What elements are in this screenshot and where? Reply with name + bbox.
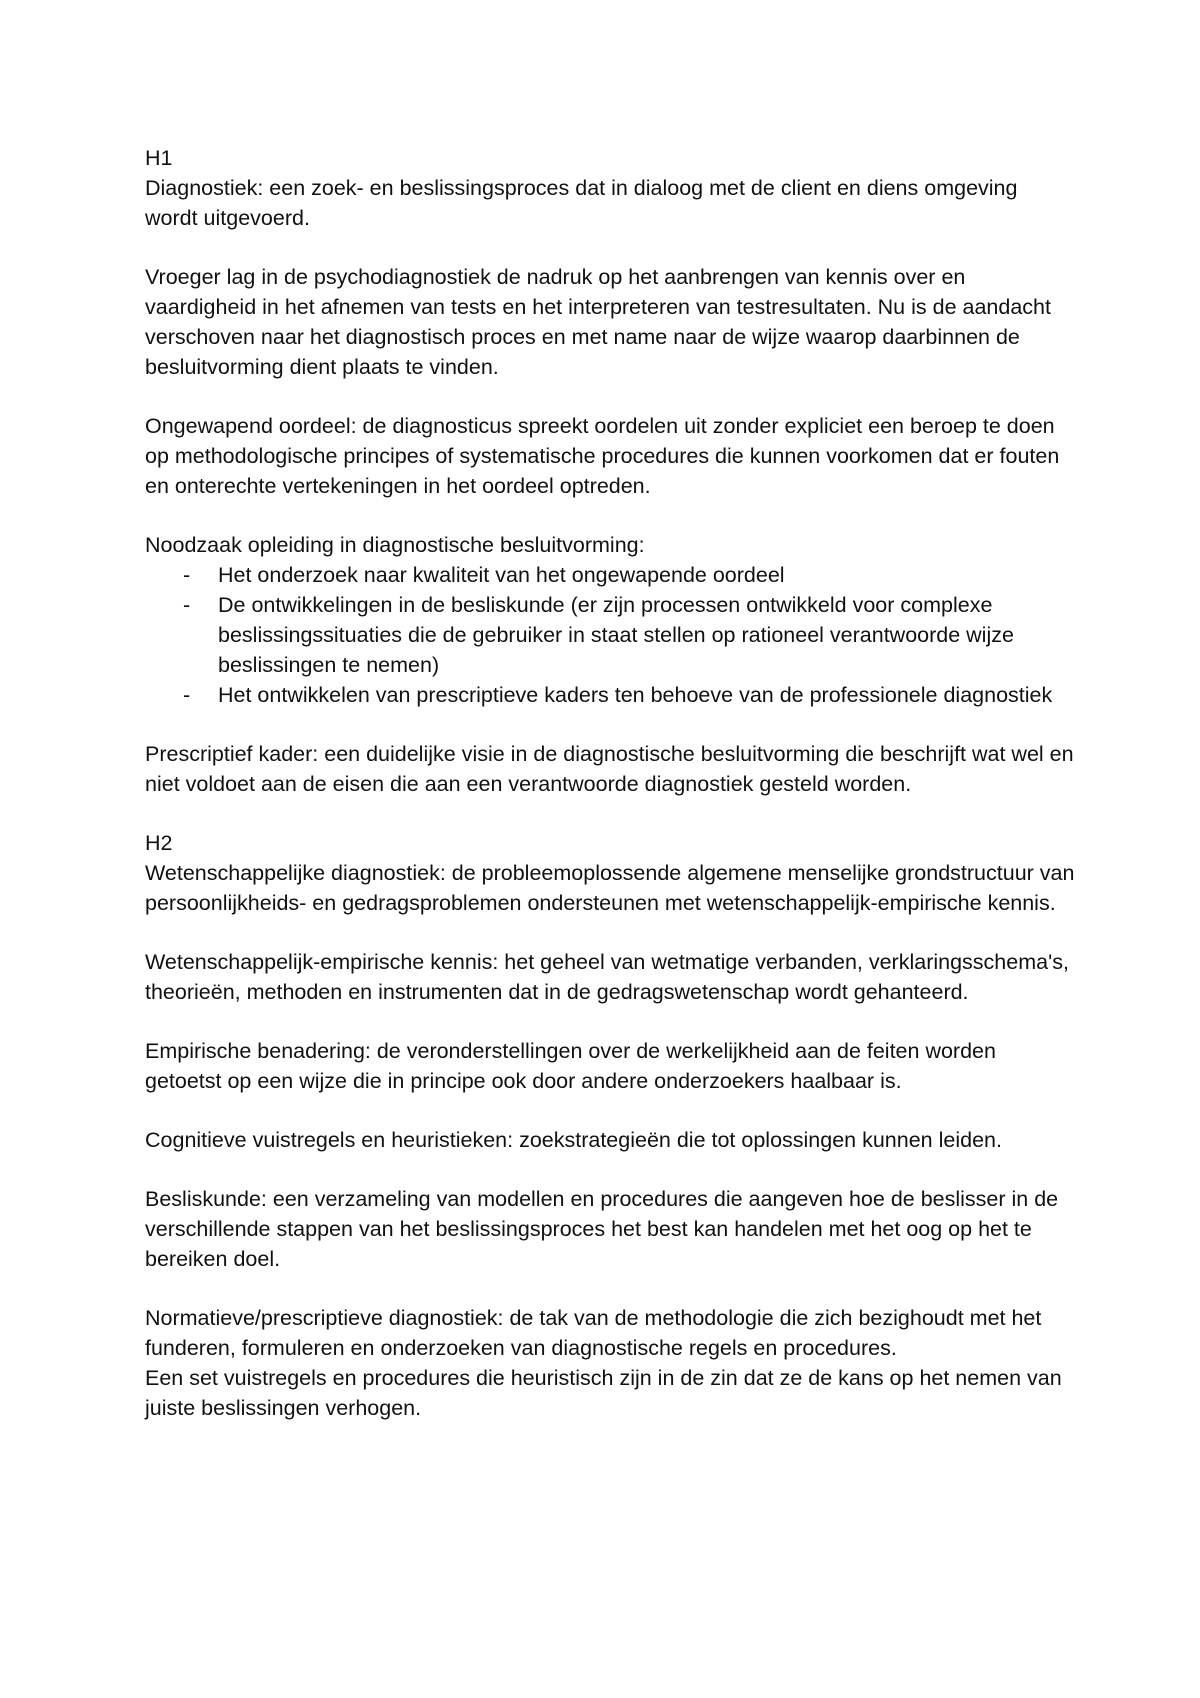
list-dash-marker: - [183, 593, 191, 617]
definition-cognitieve-vuistregels: Cognitieve vuistregels en heuristieken: zoekstrategieën die tot oplossingen kunnen leiden. [145, 1128, 1002, 1152]
definition-normatieve-diagnostiek: Normatieve/prescriptieve diagnostiek: de tak van de methodologie die zich bezighoudt met het funderen, formuleren en onderzoeken van diagnostische regels en procedures. [145, 1306, 1042, 1360]
definition-normatieve-vervolg: Een set vuistregels en procedures die heuristisch zijn in de zin dat ze de kans op het nemen van juiste beslissingen verhogen. [145, 1366, 1062, 1420]
list-item [145, 560, 1075, 590]
list-dash-marker: - [183, 563, 191, 587]
paragraph-gap [145, 501, 1075, 530]
definition-wetenschappelijk-empirische-kennis: Wetenschappelijk-empirische kennis: het geheel van wetmatige verbanden, verklaringsschema's, theorieën, methoden en instrumenten dat in de gedragswetenschap wordt gehanteerd. [145, 950, 1069, 1004]
paragraph-gap [145, 233, 1075, 262]
paragraph-gap [145, 1007, 1075, 1036]
definition-prescriptief-kader: Prescriptief kader: een duidelijke visie in de diagnostische besluitvorming die beschrijft wat wel en niet voldoet aan de eisen die aan een verantwoorde diagnostiek gesteld worden. [145, 742, 1074, 796]
paragraph-gap [145, 918, 1075, 947]
paragraph-gap [145, 710, 1075, 739]
paragraph-vroeger: Vroeger lag in de psychodiagnostiek de nadruk op het aanbrengen van kennis over en vaardigheid in het afnemen van tests en het interpreteren van testresultaten. Nu is de aandacht verschoven naar het diagnostisch proces en met name naar de wijze waarop daarbinnen de besluitvorming dient plaats te vinden. [145, 265, 1051, 379]
section-heading-h1: H1 [145, 146, 173, 170]
paragraph-gap [145, 799, 1075, 828]
section-heading-h2: H2 [145, 831, 173, 855]
paragraph-gap [145, 382, 1075, 411]
list-item-text: Het onderzoek naar kwaliteit van het ongewapende oordeel [218, 563, 785, 587]
definition-besliskunde: Besliskunde: een verzameling van modellen en procedures die aangeven hoe de beslisser in de verschillende stappen van het beslissingsproces het best kan handelen met het oog op het te bereiken doel. [145, 1187, 1059, 1271]
definition-diagnostiek: Diagnostiek: een zoek- en beslissingsproces dat in dialoog met de client en diens omgeving wordt uitgevoerd. [145, 176, 1018, 230]
noodzaak-list [145, 560, 1075, 710]
paragraph-gap [145, 1096, 1075, 1125]
paragraph-gap [145, 1155, 1075, 1184]
list-item-text: De ontwikkelingen in de besliskunde (er zijn processen ontwikkeld voor complexe beslissingssituaties die de gebruiker in staat stellen op rationeel verantwoorde wijze beslissingen te nemen) [218, 593, 1014, 677]
definition-ongewapend-oordeel: Ongewapend oordeel: de diagnosticus spreekt oordelen uit zonder expliciet een beroep te doen op methodologische principes of systematische procedures die kunnen voorkomen dat er fouten en onterechte vertekeningen in het oordeel optreden. [145, 414, 1060, 498]
definition-empirische-benadering: Empirische benadering: de veronderstellingen over de werkelijkheid aan de feiten worden getoetst op een wijze die in principe ook door andere onderzoekers haalbaar is. [145, 1039, 996, 1093]
paragraph-gap [145, 1274, 1075, 1303]
definition-wetenschappelijke-diagnostiek: Wetenschappelijke diagnostiek: de probleemoplossende algemene menselijke grondstructuur van persoonlijkheids- en gedragsproblemen ondersteunen met wetenschappelijk-empirische kennis. [145, 861, 1075, 915]
noodzaak-intro: Noodzaak opleiding in diagnostische besluitvorming: [145, 533, 645, 557]
list-dash-marker: - [183, 683, 191, 707]
list-item [145, 590, 1075, 680]
list-item-text: Het ontwikkelen van prescriptieve kaders ten behoeve van de professionele diagnostiek [218, 683, 1053, 707]
document-body [145, 143, 1075, 1423]
list-item [145, 680, 1075, 710]
